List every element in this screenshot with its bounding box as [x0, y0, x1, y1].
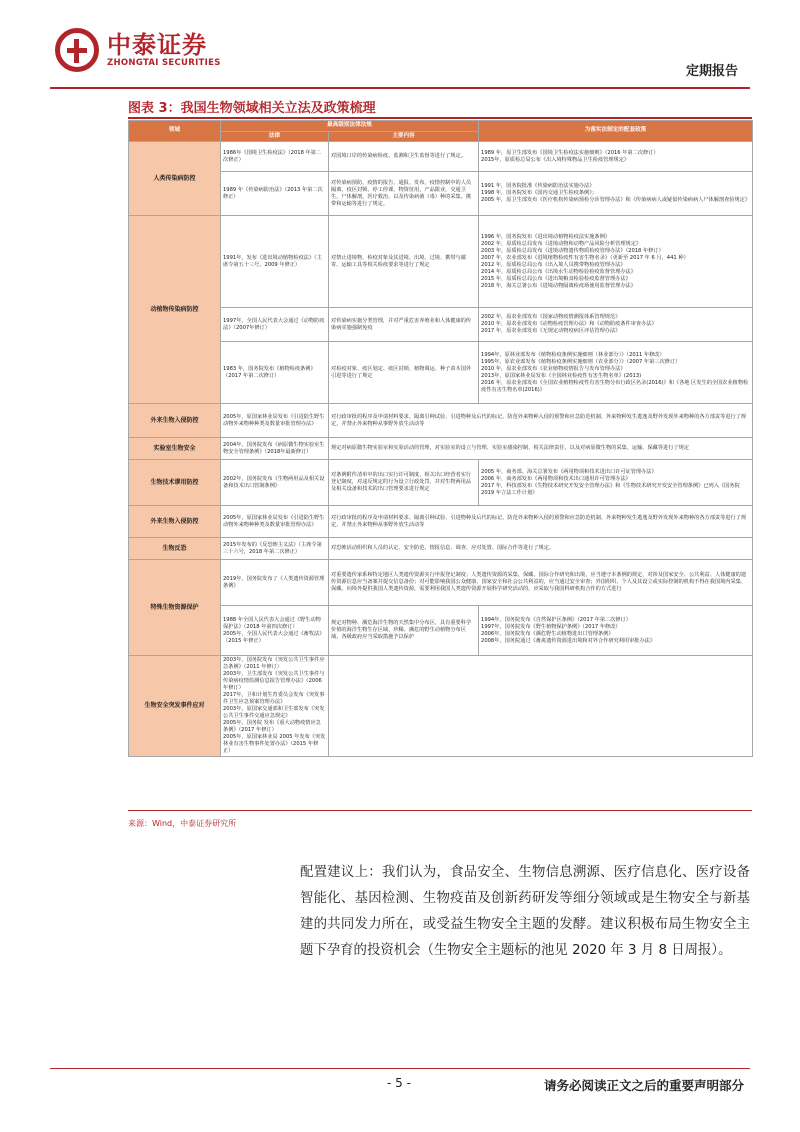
- law-cell: 1988 年全国人民代表大会通过《野生动物保护法》（2018 年第四次修订） 2005年，全国人民代表大会通过《畜牧法》（2015 年修正）: [221, 606, 329, 656]
- regulation-table-wrapper: [128, 120, 752, 800]
- table-row: [129, 404, 753, 438]
- main-content-cell: 对传染病预防，疫情的报告、通报、发布，疫情控制中的人员隔离、疫区封锁、停工停课，物资征用，产品限业，交通卫生，尸体解剖，医疗救治，以及传染病菌（毒）种的采集、携带和运输等进行了规定。: [329, 172, 479, 216]
- law-cell: 2019年，国务院发布了《人类遗传资源管理条例》: [221, 560, 329, 606]
- supporting-policy-cell: [479, 142, 753, 172]
- law-cell: 1989 年《传染病防治法》（2013 年第二次修正）: [221, 172, 329, 216]
- main-content-cell: 对国境口岸的传染病检疫、监测和卫生监督等进行了规定。: [329, 142, 479, 172]
- supporting-policy-item: 2008年，国务院通过《畜禽遗传资源进出境和对外合作研究利用审批办法》: [481, 637, 656, 644]
- supporting-policy-item: 2014 年，原质检总局公布《出境水生动物检验检疫监督管理办法》: [481, 268, 636, 275]
- supporting-policy-item: 2010 年，原农业部发布《动物检疫管理办法》和《动物防疫条件审查办法》: [481, 321, 657, 328]
- figure-title-divider: [128, 117, 752, 119]
- content-cell: 规定对病原微生物实验室和实验活动的管理，对实验室的设立与管理、实验室感染控制、相关法律责任，以及对病原微生物的采集、运输、保藏等进行了规定: [329, 438, 753, 460]
- supporting-policy-item: 1997年，国务院发布《野生植物保护条例》（2017 年修改）: [481, 623, 621, 630]
- law-cell: 1991年，发布《进出境动植物检疫法》（主席令第五十三号，2009 年修正）: [221, 216, 329, 308]
- supporting-policy-cell: [479, 172, 753, 216]
- domain-cell: 外来生物入侵防控: [129, 404, 221, 438]
- source-note: 来源：Wind，中泰证券研究所: [128, 819, 237, 828]
- header-top-level: 最高级别法律法规: [221, 121, 479, 132]
- table-row: [129, 656, 753, 757]
- domain-cell: 生物反恐: [129, 538, 221, 560]
- page-number: - 5 -: [387, 1076, 411, 1090]
- supporting-policy-item: 2002 年，原质检总局发布《进境动物和动物产品风险分析管理规定》: [481, 240, 642, 247]
- supporting-policy-item: 1996 年，国务院发布《进出境动植物检疫法实施条例》: [481, 233, 610, 240]
- law-cell: 2005年，原国家林业局发布《引进陆生野生动物外来物种种类及数量审批管理办法》: [221, 506, 329, 538]
- regulation-table: [128, 120, 753, 757]
- supporting-policy-item: 2017 年，原农业部发布《无规定动物疫病区评估管理办法》: [481, 328, 621, 335]
- supporting-policy-item: 1994年，原林业部发布《植物检疫条例实施细则（林业部分）》（2011 年修改）: [481, 351, 665, 358]
- main-content-cell: 对禁止进境物、检疫对象及其进境、出境、过境、携带与邮寄、运输工具等相关检疫要求等进行了规定: [329, 216, 479, 308]
- domain-cell: 外来生物入侵防控: [129, 506, 221, 538]
- supporting-policy-item: 2015年，原质检总局公布《出入境特殊物品卫生检疫管理规定》: [481, 156, 630, 163]
- supporting-policy-item: 1989 年，原卫生部发布《国境卫生检疫法实施细则》（2016 年第二次修订）: [481, 149, 659, 156]
- content-cell: 对行政审批的程序及申请材料要求、隔离引种试验、引进物种及后代的标记、防范外来物种入侵的预警和应急防范机制、外来物种发生逃逸及野外发现外来物种的各方部责等进行了规定，并禁止外来物种从事野外放生活动等: [329, 404, 753, 438]
- table-row: [129, 460, 753, 506]
- table-row: [129, 606, 753, 656]
- domain-cell: 实验室生物安全: [129, 438, 221, 460]
- report-type: 定期报告: [685, 64, 738, 79]
- table-row: [129, 308, 753, 342]
- company-name-cn: 中泰证券: [107, 31, 207, 59]
- domain-cell: 动植物传染病防控: [129, 216, 221, 404]
- supporting-policy-item: 2013年，原国家林业局发布《全国林业检疫性有害生物名单》(2013): [481, 372, 642, 379]
- supporting-policy-item: 2015 年，原质检总局公布《进出境粮食检验检疫监督管理办法》: [481, 275, 631, 282]
- main-content-cell: 规定对物种、濒危海洋生物的天然集中分布区，具有重要科学价值的海洋生物生存区域、珍稀、濒危的野生动植物分布区域，各级政府应当采取措施予以保护: [329, 606, 479, 656]
- table-row: [129, 538, 753, 560]
- supporting-policy-item: 1995年，原农业部发布《植物检疫条例实施细则（农业部分）》（2007 年第三次修订）: [481, 358, 681, 365]
- supporting-policy-cell: [479, 308, 753, 342]
- table-row: [129, 438, 753, 460]
- domain-cell: 特殊生物资源保护: [129, 560, 221, 656]
- supporting-policy-cell: [479, 216, 753, 308]
- supporting-policy-item: 2010 年，原农业部发布《农业植物疫情报告与发布管理办法》: [481, 365, 626, 372]
- supporting-policy-item: 2006 年，商务部发布《两用物项和技术出口通用许可管理办法》: [481, 475, 631, 482]
- supporting-policy-cell: [479, 342, 753, 404]
- table-body: [129, 142, 753, 757]
- table-row: [129, 560, 753, 606]
- table-header-row: [129, 121, 753, 132]
- content-cell: [329, 656, 753, 757]
- supporting-policy-item: 2002 年，原农业部发布《国家动物疫情测报体系管理规范》: [481, 314, 621, 321]
- domain-cell: 生物技术谬用防控: [129, 460, 221, 506]
- content-cell: 对行政审批的程序及申请材料要求、隔离引种试验、引进物种及后代的标记、防范外来物种入侵的预警和应急防范机制、外来物种发生逃逸及野外发现外来物种的各方部责等进行了规定，并禁止外来物种从事野外放生活动等: [329, 506, 753, 538]
- domain-cell: 生物安全突发事件应对: [129, 656, 221, 757]
- law-cell: 1983 年，国务院发布《植物检疫条例》（2017 年第二次修订）: [221, 342, 329, 404]
- page-header: [0, 0, 800, 100]
- footer-divider: [50, 1068, 750, 1069]
- supporting-policy-item: 1991 年，国务院批准《传染病防治法实施办法》: [481, 183, 595, 190]
- supporting-policy-item: 1998 年，国务院发布《国内交通卫生检疫条例》；: [481, 190, 598, 197]
- law-cell: 2003年，国务院发布《突发公共卫生事件应急条例》（2011 年修订） 2003年，卫生部发布《突发公共卫生事件与传染病疫情监测信息报告管理办法》（2006年修订） 2017年，卫和计划生育委员会发布《突发事件卫生应急预案管理办法》 2003年，原国家交通部和卫生部发布《突发公共卫生事件交通应急规定》 2005年，国务院 发布《重大动物疫情应急条例》（2017 年修订） 2005年，原国家林业局 2005 年发布《突发林业有害生物事件处置办法》（2015 年修正）: [221, 656, 329, 757]
- supporting-policy-item: 2003 年，原质检总局发布《进境动物遗传物质检疫管理办法》（2018 年修订）: [481, 247, 664, 254]
- table-row: [129, 216, 753, 308]
- main-content-cell: 对检疫对象、疫区划定、疫区封锁、植物调运、种子苗木国外引进等进行了规定: [329, 342, 479, 404]
- header-supporting: 为落实法制定的配套政策: [479, 121, 753, 142]
- supporting-policy-item: 2005 年，商务部、海关总署发布《两用物项和技术进出口许可证管理办法》: [481, 468, 657, 475]
- header-divider: [50, 87, 750, 89]
- supporting-policy-item: 2007 年，农业部发布《进境植物检疫性有害生物名录》（更新至 2017 年 6 月，441 种）: [481, 254, 689, 261]
- supporting-policy-item: 2005 年，原卫生部发布《医疗机构传染病预检分诊管理办法》和《传染病病人或疑似传染病病人尸体解剖查验规定》: [481, 197, 751, 204]
- table-row: [129, 172, 753, 216]
- domain-cell: 人类传染病防控: [129, 142, 221, 216]
- law-cell: 2002年，国务院发布《生物两用品及相关设备和技术出口管制条例》: [221, 460, 329, 506]
- supporting-policy-item: 2016 年，原农业部发布《全国农业植物检疫性有害生物分布行政区名录(2016)》和《各地 区发生的全国农业植物检疫性有害生物名单(2016)》: [481, 379, 749, 393]
- law-cell: 2005年，原国家林业局发布《引进陆生野生动物外来物种种类及数量审批管理办法》: [221, 404, 329, 438]
- law-cell: 2004年，国务院发布《病原微生物实验室生物安全管理条例》（2018年最新修订）: [221, 438, 329, 460]
- body-paragraph: 配置建议上：我们认为，食品安全、生物信息溯源、医疗信息化、医疗设备智能化、基因检测、生物疫苗及创新药研发等细分领域或是生物安全与新基建的共同发力所在，或受益生物安全主题的发酵。建议积极布局生物安全主题下孕育的投资机会（生物安全主题标的池见 2020 年 3 月 8 日周报）。: [300, 865, 750, 958]
- table-row: [129, 342, 753, 404]
- figure-title: 图表 3：我国生物领域相关立法及政策梳理: [128, 101, 376, 116]
- header-main: 主要内容: [329, 131, 479, 142]
- supporting-policy-item: 1994年，国务院发布《自然保护区条例》（2017 年第二次修订）: [481, 616, 631, 623]
- company-logo: [55, 28, 221, 72]
- content-cell: 对恐怖活动组织和人员的认定、安全防范、情报信息、调查、应对处置、国际合作等进行了规定。: [329, 538, 753, 560]
- main-content-cell: 对条例附件清单中的出口实行许可制度，相关出口经营者实行登记制度，对违反规定的行为设立行政处罚，并对生物两用品及相关设备和技术的出口管理要求进行规定: [329, 460, 479, 506]
- source-divider: [128, 810, 752, 811]
- header-domain: 领域: [129, 121, 221, 142]
- table-row: [129, 142, 753, 172]
- header-law: 法律: [221, 131, 329, 142]
- supporting-policy-item: 2018 年，海关总署公布《进境动物隔离检疫场使用监督管理办法》: [481, 282, 636, 289]
- main-content-cell: 对传染病实施分类管理，并对严重危害养殖业和人体健康的传染病实施强制免疫: [329, 308, 479, 342]
- footer-disclaimer: 请务必阅读正文之后的重要声明部分: [543, 1078, 744, 1093]
- law-cell: 1986年《国境卫生检疫法》（2018 年第二次修正）: [221, 142, 329, 172]
- law-cell: 1997年，全国人民代表大会通过《动物防疫法》（2007年修订）: [221, 308, 329, 342]
- company-name-en: ZHONGTAI SECURITIES: [107, 58, 221, 68]
- supporting-policy-cell: [479, 606, 753, 656]
- supporting-policy-item: 2006年，国务院发布《濒危野生动植物进出口管理条例》: [481, 630, 614, 637]
- table-row: [129, 506, 753, 538]
- law-cell: 2015年发布的《反恐怖主义法》（主席令第三十六号，2018 年第二次修正）: [221, 538, 329, 560]
- supporting-policy-item: 2012 年，原质检总局公布《出入境人员携带物检疫管理办法》: [481, 261, 626, 268]
- content-cell: 对重要遗传家系和特定地区人类遗传资源实行申报登记制度；人类遗传资源的采集、保藏、国际合作研究和出境，应当遵守本条例的规定，对涉及国家安全、公共利益、人体健康的遗传资源信息应当备案并提交信息备份；对可能影响我国公众健康、国家安全和社会公共利益的，应当通过安全审查；外国组织、个人及其设立或实际控制的机构不得在我国境内采集、保藏、向境外提供我国人类遗传资源，需要利用我国人类遗传资源开展科学研究活动的，应采取与我国科研机构合作的方式进行: [329, 560, 753, 606]
- supporting-policy-cell: [479, 460, 753, 506]
- supporting-policy-item: 2017 年，科技部发布《生物技术研究开发安全管理办法》和《生物技术研究开发安全管理条例》已列入《国务院2019 年立法工作计划》: [481, 482, 740, 496]
- logo-emblem-icon: [55, 28, 99, 72]
